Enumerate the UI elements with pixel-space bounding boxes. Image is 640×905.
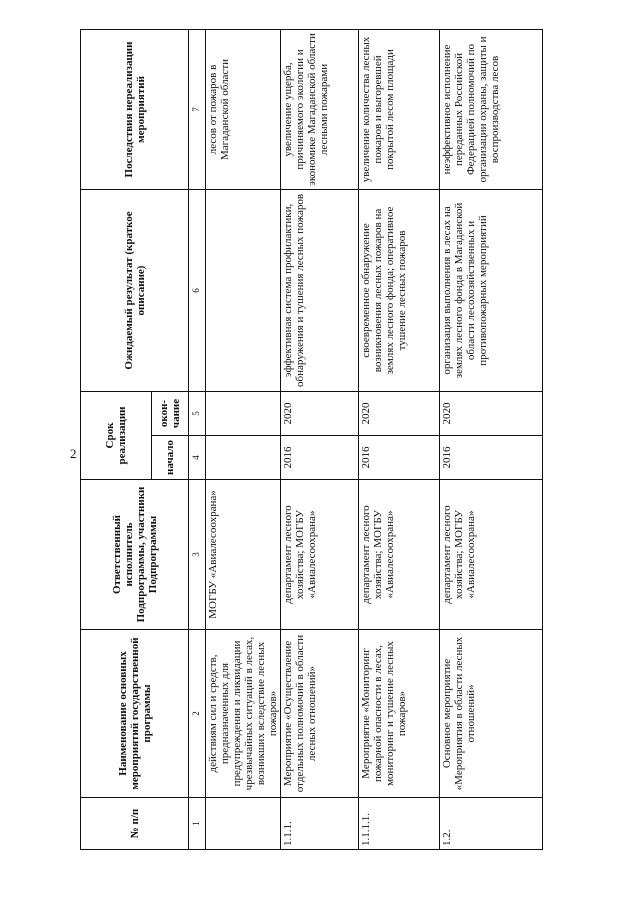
row-consequences: неэффективное исполнение переданных Российской Федерацией полномочий по организации охраны, защиты и воспроизводства лесов (440, 29, 543, 189)
column-number: 5 (189, 391, 206, 435)
row-responsible: департамент лесного хозяйства; МОГБУ «Авиалесоохрана» (281, 480, 359, 630)
table-row (206, 29, 281, 849)
row-name: действиям сил и средств, предназначенных для предупреждения и ликвидации чрезвычайных ситуаций в лесах, возникших вследствие лесных пожаров» (206, 630, 281, 798)
row-end (206, 391, 281, 435)
program-measures-table (80, 29, 543, 850)
row-name: Основное мероприятие «Мероприятия в области лесных отношений» (440, 630, 543, 798)
table-row (440, 29, 543, 849)
row-result (206, 189, 281, 391)
row-consequences: увеличение количества лесных пожаров и выгоревшей покрытой лесом площади (359, 29, 440, 189)
row-name: Мероприятие «Осуществление отдельных полномочий в области лесных отношений» (281, 630, 359, 798)
page-number: 2 (70, 446, 77, 461)
row-result: своевременное обнаружение возникновения лесных пожаров на землях лесного фонда; оперативное тушение лесных пожаров (359, 189, 440, 391)
rotated-table-container (80, 30, 640, 850)
row-start: 2016 (440, 436, 543, 480)
column-number: 7 (189, 29, 206, 189)
column-number: 2 (189, 630, 206, 798)
rotated-page-area (80, 30, 640, 850)
row-responsible: департамент лесного хозяйства; МОГБУ «Авиалесоохрана» (440, 480, 543, 630)
row-num: 1.1.1.1. (359, 798, 440, 850)
header-term: Срок реализации (81, 391, 152, 479)
row-num (206, 798, 281, 850)
row-start (206, 436, 281, 480)
row-consequences: увеличение ущерба, причиняемого экологии и экономике Магаданской области лесными пожарами (281, 29, 359, 189)
row-num: 1.2. (440, 798, 543, 850)
table-header-row (81, 29, 152, 849)
row-end: 2020 (359, 391, 440, 435)
column-number: 1 (189, 798, 206, 850)
row-responsible: МОГБУ «Авиалесоохрана» (206, 480, 281, 630)
table-row (281, 29, 359, 849)
row-start: 2016 (281, 436, 359, 480)
row-result: организация выполнения в лесах на землях лесного фонда в Магаданской области лесохозяйственных и противопожарных мероприятий (440, 189, 543, 391)
column-number: 4 (189, 436, 206, 480)
header-term-end: окон-чание (152, 391, 189, 435)
row-name: Мероприятие «Мониторинг пожарной опасности в лесах, мониторинг и тушение лесных пожаров» (359, 630, 440, 798)
row-consequences: лесов от пожаров в Магаданской области (206, 29, 281, 189)
header-responsible: Ответственный исполнитель Подпрограммы, участники Подпрограммы (81, 480, 189, 630)
column-number: 6 (189, 189, 206, 391)
column-number: 3 (189, 480, 206, 630)
header-result: Ожидаемый результат (краткое описание) (81, 189, 189, 391)
header-term-start: начало (152, 436, 189, 480)
header-name: Наименование основных мероприятий государственной программы (81, 630, 189, 798)
row-end: 2020 (440, 391, 543, 435)
table-row (359, 29, 440, 849)
column-number-row (189, 29, 206, 849)
row-result: эффективная система профилактики, обнаружения и тушения лесных пожаров (281, 189, 359, 391)
header-consequences: Последствия нереализации мероприятий (81, 29, 189, 189)
row-num: 1.1.1. (281, 798, 359, 850)
row-responsible: департамент лесного хозяйства; МОГБУ «Авиалесоохрана» (359, 480, 440, 630)
row-start: 2016 (359, 436, 440, 480)
header-num: № п/п (81, 798, 189, 850)
row-end: 2020 (281, 391, 359, 435)
